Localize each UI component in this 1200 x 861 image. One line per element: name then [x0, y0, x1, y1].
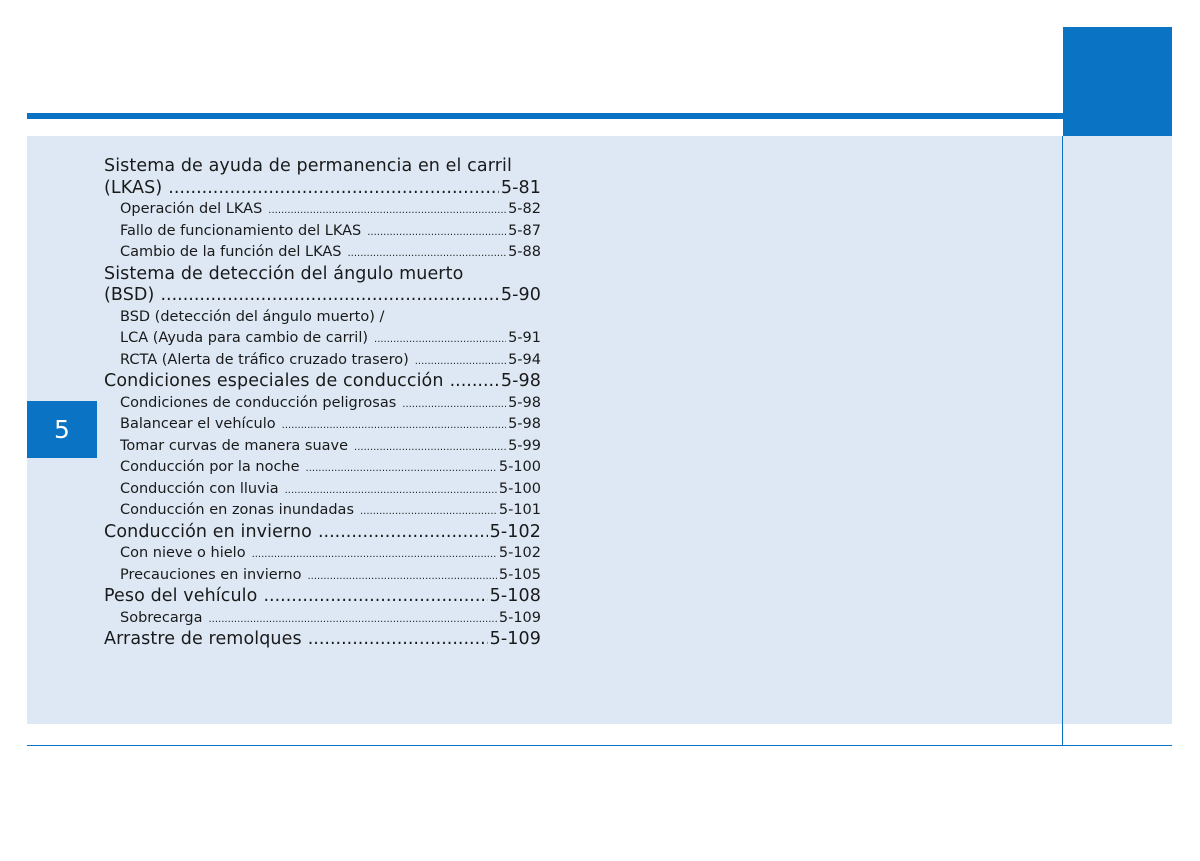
footer-rule [27, 745, 1172, 746]
panel-divider [1062, 136, 1063, 746]
toc-entry-title: Peso del vehículo [104, 586, 258, 606]
toc-entry-page: 5-109 [489, 629, 541, 649]
toc-entry[interactable] [104, 543, 541, 565]
toc-entry-page: 5-98 [500, 371, 541, 391]
toc-entry-page: 5-100 [498, 459, 541, 475]
toc-leader-dots [354, 436, 506, 459]
toc-entry-title: Con nieve o hielo [120, 545, 246, 561]
toc-entry-page: 5-82 [508, 201, 541, 217]
toc-entry-page: 5-102 [489, 521, 541, 542]
toc-entry-page: 5-91 [508, 330, 541, 346]
toc-entry[interactable] [104, 307, 541, 329]
toc-entry-page: 5-98 [508, 416, 541, 432]
toc-entry-page: 5-81 [500, 177, 541, 198]
toc-entry-title: Conducción en zonas inundadas [120, 502, 354, 518]
toc-entry-page: 5-88 [508, 244, 541, 260]
toc-entry-title: LCA (Ayuda para cambio de carril) [120, 330, 369, 346]
toc-leader-dots [402, 393, 506, 416]
toc-entry[interactable] [104, 629, 541, 651]
toc-leader-dots [263, 586, 487, 608]
toc-leader-dots [285, 479, 497, 502]
toc-leader-dots [318, 522, 488, 544]
toc-leader-dots [160, 285, 498, 307]
toc-entry[interactable] [104, 500, 541, 522]
toc-entry-title: BSD (detección del ángulo muerto) / [120, 308, 385, 325]
toc-entry-title: (LKAS) [104, 177, 163, 198]
toc-entry[interactable] [104, 479, 541, 501]
toc-entry[interactable] [104, 608, 541, 630]
toc-entry-title: Tomar curvas de manera suave [120, 437, 349, 454]
toc-leader-dots [450, 371, 499, 393]
toc-entry-title: Precauciones en invierno [120, 566, 302, 583]
toc-leader-dots [374, 328, 506, 351]
toc-leader-dots [415, 350, 506, 373]
toc-entry[interactable] [104, 178, 541, 200]
toc-leader-dots [307, 565, 496, 588]
toc-entry-title: Sistema de ayuda de permanencia en el carril [104, 156, 512, 176]
toc-entry[interactable] [104, 393, 541, 415]
toc-entry[interactable] [104, 242, 541, 264]
chapter-tab: 5 [27, 401, 97, 458]
toc-entry[interactable] [104, 156, 541, 178]
toc-entry-page: 5-100 [498, 480, 541, 497]
toc-leader-dots [347, 242, 506, 265]
toc-leader-dots [308, 629, 488, 651]
corner-tab [1063, 27, 1172, 136]
toc-entry[interactable] [104, 414, 541, 436]
toc-entry[interactable] [104, 436, 541, 458]
toc-entry-title: Condiciones de conducción peligrosas [120, 394, 397, 411]
toc-entry[interactable] [104, 457, 541, 479]
toc-entry-page: 5-87 [508, 222, 541, 239]
toc-entry-page: 5-99 [508, 437, 541, 454]
toc-entry-title: Conducción por la noche [120, 459, 300, 475]
toc-entry-page: 5-108 [489, 586, 541, 606]
toc-entry-title: Fallo de funcionamiento del LKAS [120, 222, 362, 239]
toc-entry-page: 5-90 [500, 285, 541, 305]
toc-entry-title: Sistema de detección del ángulo muerto [104, 263, 464, 284]
toc-leader-dots [282, 414, 506, 437]
toc-entry-page: 5-109 [498, 609, 541, 626]
toc-entry-title: Arrastre de remolques [104, 629, 302, 649]
toc-entry[interactable] [104, 565, 541, 587]
toc-entry[interactable] [104, 350, 541, 372]
toc-entry[interactable] [104, 522, 541, 544]
toc-leader-dots [306, 457, 497, 480]
toc-entry-page: 5-105 [498, 566, 541, 583]
toc-entry-title: Conducción en invierno [104, 521, 312, 542]
toc-entry-title: Operación del LKAS [120, 201, 263, 217]
toc-entry-page: 5-94 [508, 351, 541, 368]
toc-leader-dots [367, 221, 506, 244]
toc-entry-title: (BSD) [104, 285, 155, 305]
toc-entry-title: Conducción con lluvia [120, 480, 279, 497]
toc-entry-title: Sobrecarga [120, 609, 203, 626]
toc-entry[interactable] [104, 199, 541, 221]
toc-entry-title: Cambio de la función del LKAS [120, 244, 342, 260]
toc-entry[interactable] [104, 264, 541, 286]
toc-entry-page: 5-98 [508, 394, 541, 411]
toc-entry[interactable] [104, 371, 541, 393]
toc-entry-title: Balancear el vehículo [120, 416, 276, 432]
header-rule [27, 113, 1063, 119]
table-of-contents [104, 156, 541, 651]
toc-entry-title: Condiciones especiales de conducción [104, 371, 444, 391]
toc-entry-page: 5-101 [498, 502, 541, 518]
toc-entry-page: 5-102 [498, 545, 541, 561]
toc-entry[interactable] [104, 586, 541, 608]
toc-entry[interactable] [104, 328, 541, 350]
toc-leader-dots [209, 608, 497, 631]
toc-leader-dots [168, 178, 499, 200]
toc-entry[interactable] [104, 221, 541, 243]
toc-leader-dots [268, 199, 506, 222]
toc-leader-dots [252, 543, 497, 566]
toc-leader-dots [360, 500, 497, 523]
toc-entry[interactable] [104, 285, 541, 307]
toc-entry-title: RCTA (Alerta de tráfico cruzado trasero) [120, 351, 409, 368]
